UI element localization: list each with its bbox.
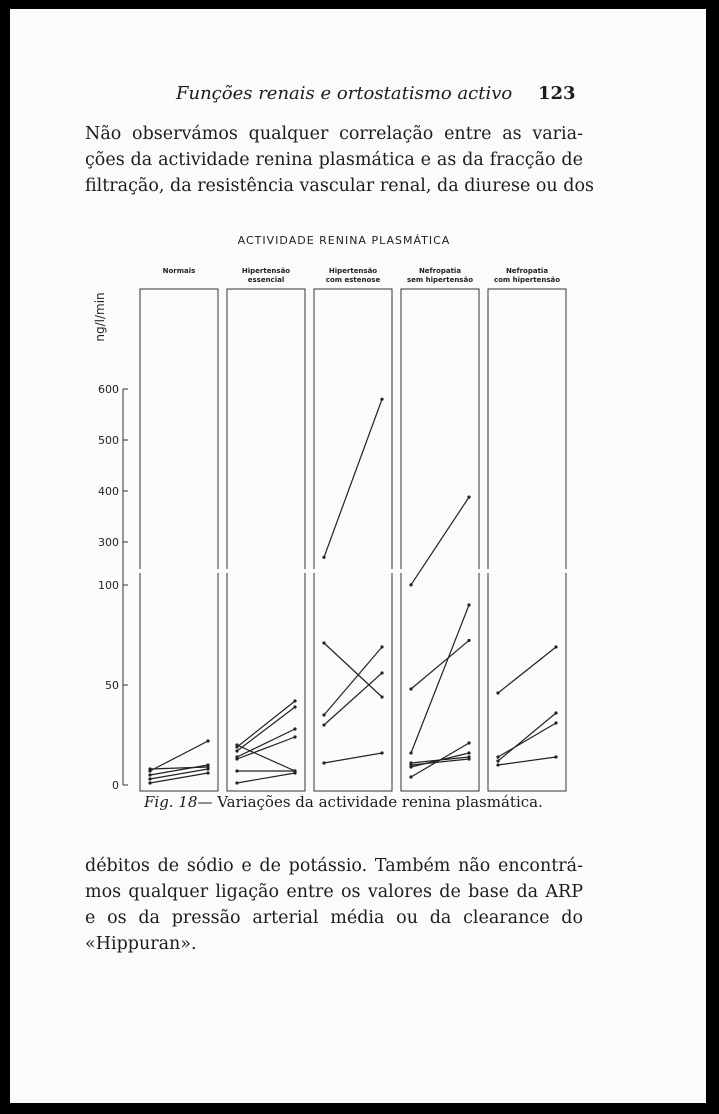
data-point bbox=[293, 699, 296, 702]
data-point bbox=[322, 641, 325, 644]
figure-caption bbox=[144, 793, 543, 811]
running-title: Funções renais e ortostatismo activo bbox=[176, 83, 513, 104]
series-line bbox=[150, 767, 208, 769]
series-line bbox=[237, 773, 295, 783]
data-point bbox=[554, 711, 557, 714]
data-point bbox=[380, 695, 383, 698]
data-point bbox=[206, 765, 209, 768]
data-point bbox=[496, 763, 499, 766]
panel-5 bbox=[488, 267, 566, 791]
data-point bbox=[235, 749, 238, 752]
series-line bbox=[237, 745, 295, 771]
data-point bbox=[467, 496, 470, 499]
data-point bbox=[380, 645, 383, 648]
data-point bbox=[235, 781, 238, 784]
data-point bbox=[235, 743, 238, 746]
panel-label: com hipertensão bbox=[493, 276, 561, 284]
paragraph-line: mos qualquer ligação entre os valores de base da ARP bbox=[85, 882, 583, 902]
panel-frame-upper bbox=[140, 289, 218, 569]
data-point bbox=[554, 645, 557, 648]
series-line bbox=[411, 605, 469, 753]
page-number: 123 bbox=[538, 83, 576, 104]
panel-label: com estenose bbox=[325, 276, 381, 284]
data-point bbox=[409, 775, 412, 778]
data-point bbox=[293, 727, 296, 730]
data-point bbox=[467, 603, 470, 606]
data-point bbox=[467, 751, 470, 754]
data-point bbox=[206, 771, 209, 774]
figure-18 bbox=[95, 229, 575, 794]
data-point bbox=[496, 691, 499, 694]
series-line bbox=[237, 729, 295, 757]
data-point bbox=[496, 759, 499, 762]
series-line bbox=[498, 713, 556, 761]
data-point bbox=[148, 777, 151, 780]
data-point bbox=[293, 735, 296, 738]
data-point bbox=[322, 723, 325, 726]
chart-panels bbox=[140, 267, 566, 791]
y-axis bbox=[98, 383, 128, 792]
data-point bbox=[467, 639, 470, 642]
paragraph-line: débitos de sódio e de potássio. Também não encontrá- bbox=[85, 856, 583, 876]
series-line bbox=[498, 723, 556, 757]
paragraph-line: filtração, da resistência vascular renal, da diurese ou dos bbox=[85, 176, 594, 196]
data-point bbox=[409, 763, 412, 766]
panel-frame-lower bbox=[140, 573, 218, 791]
panel-label: Normais bbox=[162, 267, 196, 275]
panel-label: Hipertensão bbox=[328, 267, 378, 275]
chart-title: ACTIVIDADE RENINA PLASMÁTICA bbox=[237, 234, 451, 247]
panel-frame-lower bbox=[401, 573, 479, 791]
data-point bbox=[409, 583, 412, 586]
panel-1 bbox=[140, 267, 218, 791]
y-tick-label: 600 bbox=[98, 383, 119, 396]
panel-label: Hipertensão bbox=[241, 267, 291, 275]
data-point bbox=[380, 671, 383, 674]
data-point bbox=[235, 769, 238, 772]
data-point bbox=[293, 771, 296, 774]
series-line bbox=[324, 643, 382, 697]
data-point bbox=[409, 687, 412, 690]
paragraph-line: «Hippuran». bbox=[85, 934, 197, 954]
panel-4 bbox=[401, 267, 479, 791]
data-point bbox=[322, 713, 325, 716]
data-point bbox=[148, 773, 151, 776]
figure-number: Fig. 18 bbox=[144, 793, 198, 811]
data-point bbox=[409, 751, 412, 754]
y-tick-label: 0 bbox=[112, 779, 119, 792]
data-point bbox=[467, 757, 470, 760]
data-point bbox=[467, 741, 470, 744]
y-tick-label: 400 bbox=[98, 485, 119, 498]
paragraph-line: ções da actividade renina plasmática e as da fracção de bbox=[85, 150, 583, 170]
paragraph-line: e os da pressão arterial média ou da clearance do bbox=[85, 908, 583, 928]
y-tick-label: 300 bbox=[98, 536, 119, 549]
data-point bbox=[322, 556, 325, 559]
data-point bbox=[322, 761, 325, 764]
data-point bbox=[496, 755, 499, 758]
data-point bbox=[380, 398, 383, 401]
series-line bbox=[498, 757, 556, 765]
y-tick-label: 100 bbox=[98, 579, 119, 592]
panel-2 bbox=[227, 267, 305, 791]
y-tick-label: 500 bbox=[98, 434, 119, 447]
y-axis-label: ng/l/min bbox=[93, 292, 107, 342]
panel-label: Nefropatia bbox=[505, 267, 549, 275]
series-line bbox=[411, 497, 469, 585]
paragraph-line: Não observámos qualquer correlação entre as varia- bbox=[85, 124, 583, 144]
panel-frame-upper bbox=[314, 289, 392, 569]
data-point bbox=[293, 705, 296, 708]
panel-frame-upper bbox=[401, 289, 479, 569]
caption-text: — Variações da actividade renina plasmática. bbox=[197, 793, 543, 811]
series-line bbox=[324, 753, 382, 763]
data-point bbox=[235, 757, 238, 760]
data-point bbox=[148, 781, 151, 784]
panel-3 bbox=[314, 267, 392, 791]
panel-frame-lower bbox=[488, 573, 566, 791]
series-line bbox=[411, 640, 469, 689]
panel-frame-upper bbox=[488, 289, 566, 569]
series-line bbox=[237, 707, 295, 751]
data-point bbox=[206, 739, 209, 742]
paragraph-top bbox=[85, 121, 594, 199]
series-line bbox=[324, 399, 382, 557]
panel-label: Nefropatia bbox=[418, 267, 462, 275]
y-tick-label: 50 bbox=[105, 679, 119, 692]
panel-label: sem hipertensão bbox=[406, 276, 474, 284]
paragraph-bottom bbox=[85, 853, 583, 957]
panel-label: essencial bbox=[247, 276, 285, 284]
data-point bbox=[554, 755, 557, 758]
data-point bbox=[380, 751, 383, 754]
book-page bbox=[10, 9, 706, 1103]
panel-frame-upper bbox=[227, 289, 305, 569]
data-point bbox=[554, 721, 557, 724]
data-point bbox=[148, 767, 151, 770]
series-line bbox=[498, 647, 556, 693]
renin-activity-chart bbox=[93, 229, 575, 792]
